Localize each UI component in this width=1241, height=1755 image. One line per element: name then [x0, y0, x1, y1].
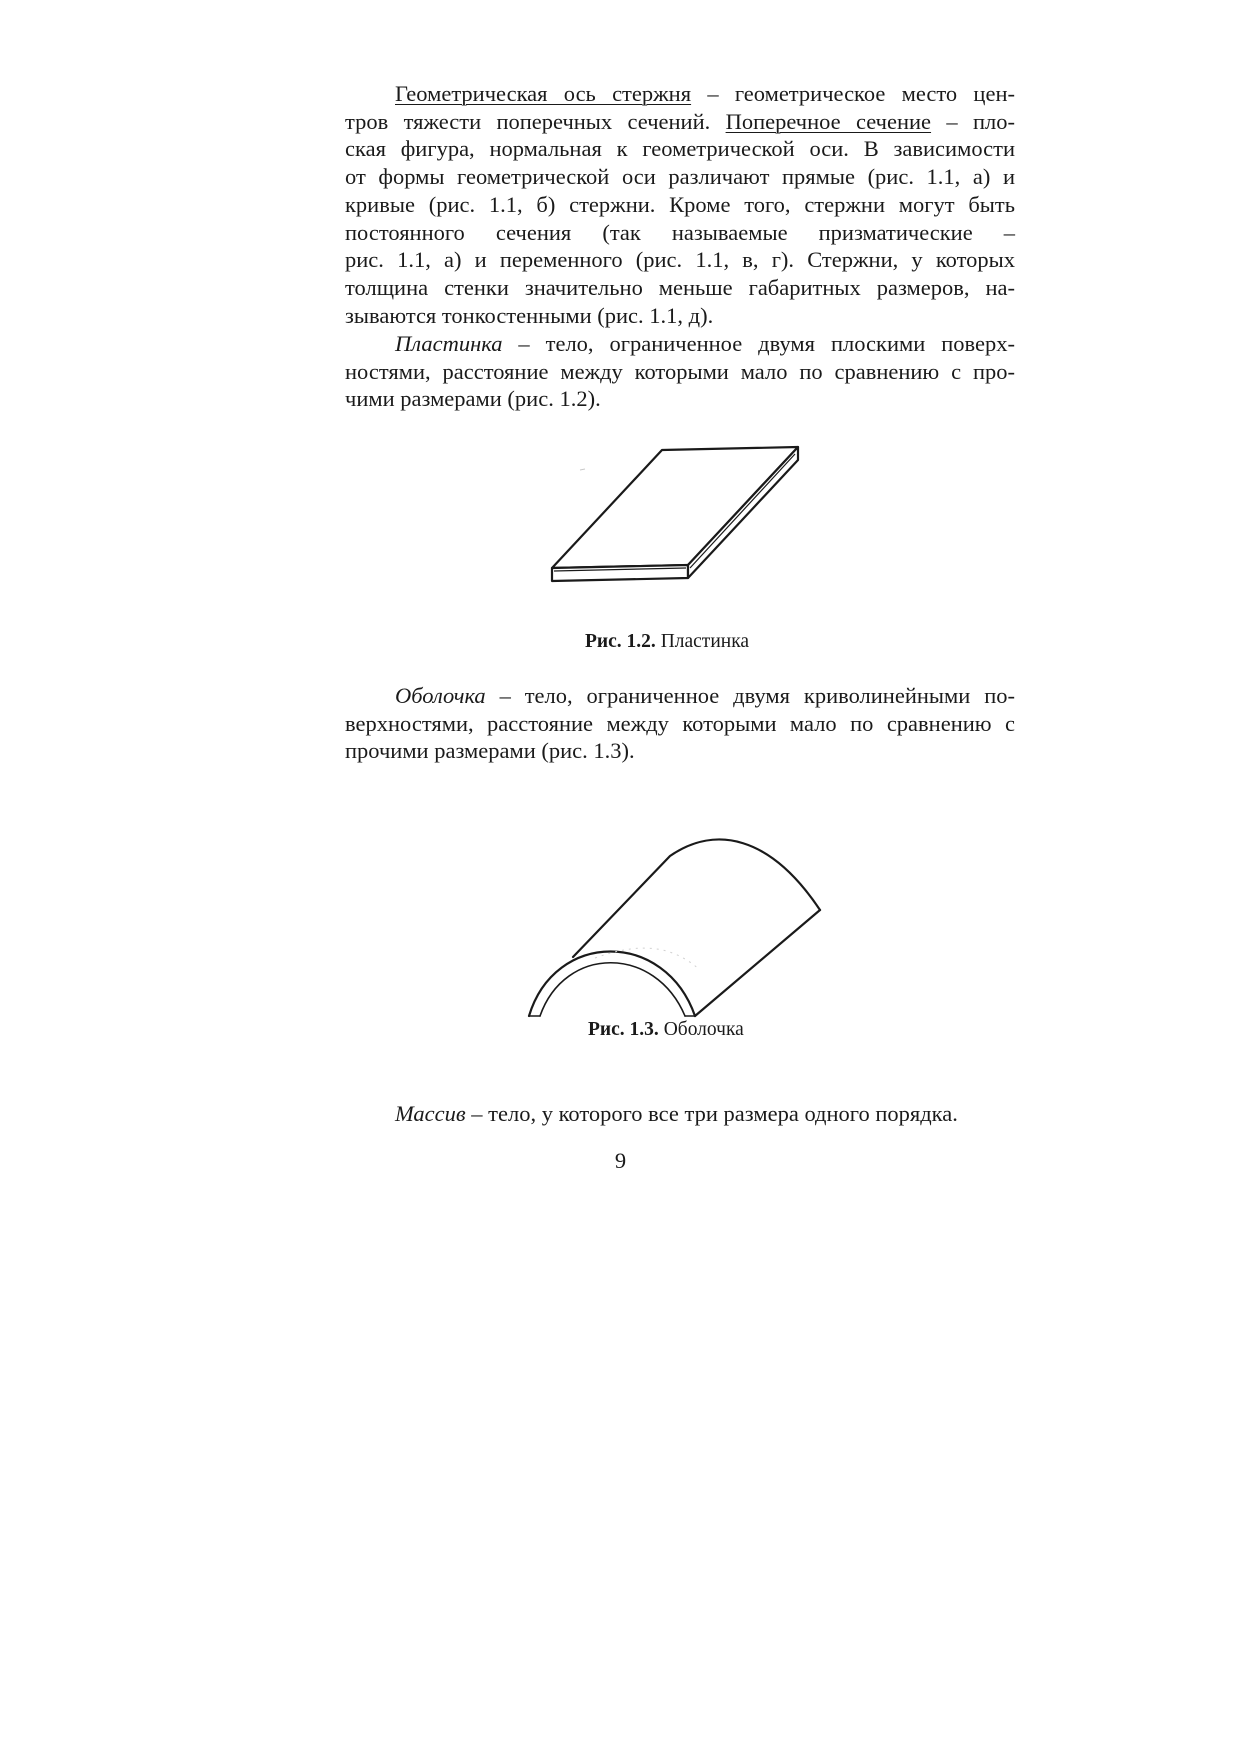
term-massive: Массив: [395, 1101, 466, 1126]
paragraph-plate-definition: Пластинка – тело, ограниченное двумя плоскими поверх- ностями, расстояние между которыми мало по сравнению с про- чими размерами (рис. 1.2).: [345, 331, 1015, 412]
figure-1-2-caption: Рис. 1.2. Пластинка: [585, 631, 750, 652]
figure-1-3-caption: Рис. 1.3. Оболочка: [588, 1019, 744, 1040]
paragraph-massive-definition: Массив – тело, у которого все три размера одного порядка.: [395, 1101, 958, 1126]
paragraph-rod-definitions: Геометрическая ось стержня – геометрическое место цен- тров тяжести поперечных сечений. Поперечное сечение – пло- ская фигура, нормальная к геометрической оси. В зависимости от формы геометрической оси различают прямые (рис. 1.1, а) и кривые (рис. 1.1, б) стержни. Кроме того, стержни могут быть постоянного сечения (так называемые призматические – рис. 1.1, а) и переменного (рис. 1.1, в, г). Стержни, у которых толщина стенки значительно меньше габаритных размеров, на- зываются тонкостенными (рис. 1.1, д).: [345, 81, 1015, 328]
page-number: 9: [614, 1148, 627, 1173]
shell-figure: [525, 820, 835, 1020]
term-plate: Пластинка: [395, 331, 503, 356]
paragraph-shell-definition: Оболочка – тело, ограниченное двумя криволинейными по- верхностями, расстояние между которыми мало по сравнению с прочими размерами (рис. 1.3).: [345, 683, 1015, 764]
term-shell: Оболочка: [395, 683, 486, 708]
term-geometric-axis: Геометрическая ось стержня: [395, 81, 692, 106]
term-cross-section: Поперечное сечение: [725, 108, 932, 134]
plate-figure: [540, 440, 820, 600]
